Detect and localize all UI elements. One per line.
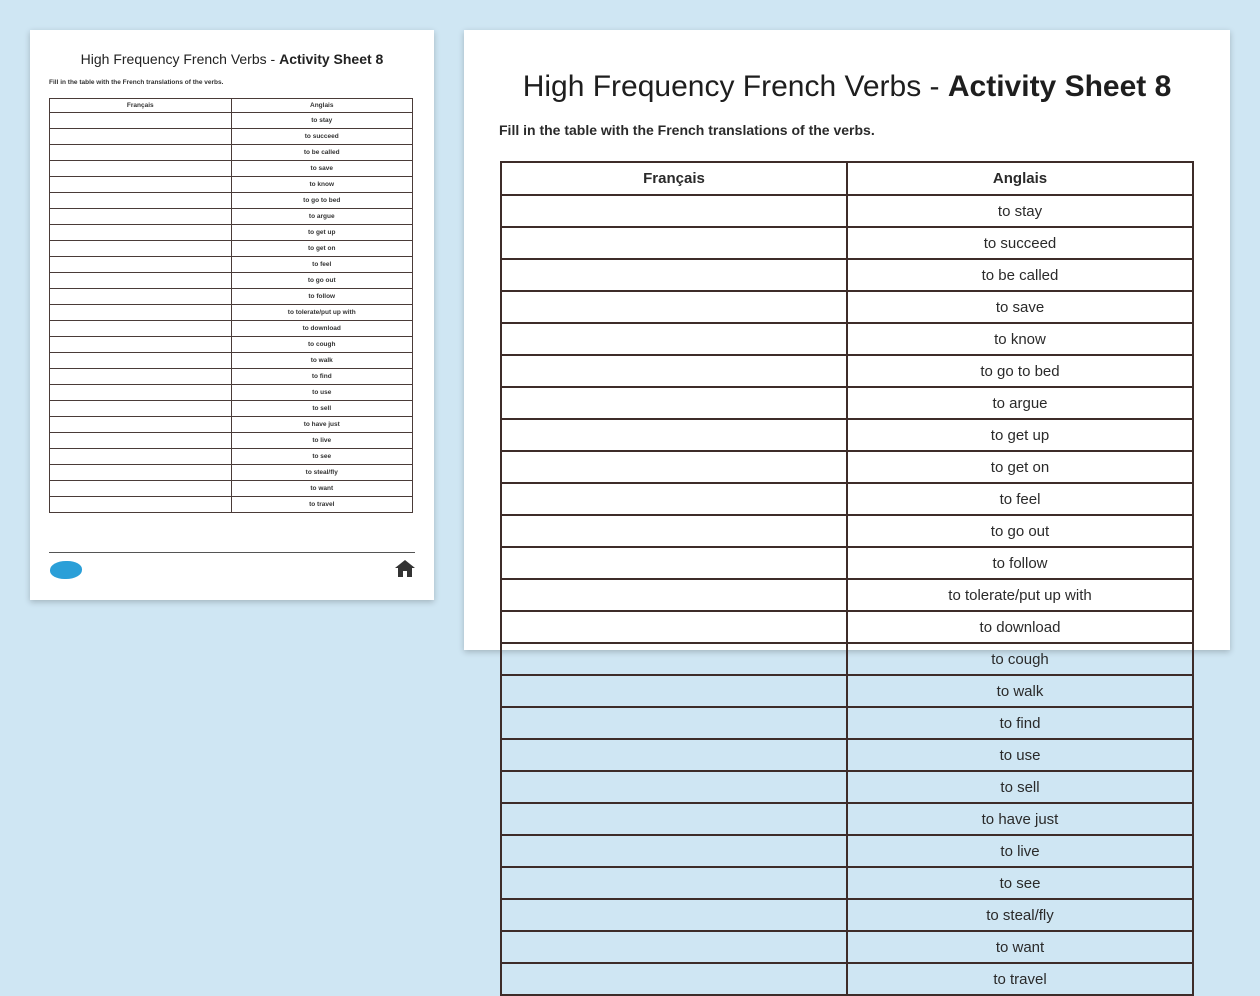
french-answer-cell[interactable]: [501, 259, 847, 291]
french-answer-cell[interactable]: [501, 931, 847, 963]
thumbnail-french-answer-cell[interactable]: [50, 241, 232, 257]
thumbnail-table-row: [50, 113, 413, 129]
thumbnail-table-header: [50, 99, 413, 113]
french-answer-cell[interactable]: [501, 899, 847, 931]
english-verb-cell: to be called: [847, 259, 1193, 291]
table-row: [501, 931, 1193, 963]
english-verb-cell: to go to bed: [847, 355, 1193, 387]
french-answer-cell[interactable]: [501, 227, 847, 259]
thumbnail-title-regular: High Frequency French Verbs -: [80, 51, 280, 67]
thumbnail-english-verb-cell: to be called: [231, 145, 413, 161]
thumbnail-table-row: [50, 161, 413, 177]
table-row: [501, 419, 1193, 451]
thumbnail-table-row: [50, 465, 413, 481]
table-row: [501, 579, 1193, 611]
table-row: [501, 259, 1193, 291]
french-answer-cell[interactable]: [501, 611, 847, 643]
english-verb-cell: to succeed: [847, 227, 1193, 259]
english-verb-cell: to walk: [847, 675, 1193, 707]
french-answer-cell[interactable]: [501, 579, 847, 611]
instructions-text: Fill in the table with the French translations of the verbs.: [499, 122, 875, 138]
table-row: [501, 867, 1193, 899]
thumbnail-french-answer-cell[interactable]: [50, 129, 232, 145]
thumbnail-english-verb-cell: to want: [231, 481, 413, 497]
page-title-regular: High Frequency French Verbs -: [522, 70, 948, 103]
thumbnail-sheet: [30, 30, 434, 600]
thumbnail-english-verb-cell: to feel: [231, 257, 413, 273]
thumbnail-french-answer-cell[interactable]: [50, 353, 232, 369]
thumbnail-french-answer-cell[interactable]: [50, 321, 232, 337]
thumbnail-table-row: [50, 353, 413, 369]
french-answer-cell[interactable]: [501, 195, 847, 227]
english-verb-cell: to see: [847, 867, 1193, 899]
thumbnail-table-row: [50, 145, 413, 161]
french-answer-cell[interactable]: [501, 355, 847, 387]
table-row: [501, 355, 1193, 387]
thumbnail-table-row: [50, 289, 413, 305]
english-verb-cell: to want: [847, 931, 1193, 963]
header-english: Anglais: [847, 162, 1193, 195]
thumbnail-french-answer-cell[interactable]: [50, 401, 232, 417]
page-title-bold: Activity Sheet 8: [947, 70, 1172, 103]
thumbnail-french-answer-cell[interactable]: [50, 417, 232, 433]
english-verb-cell: to feel: [847, 483, 1193, 515]
english-verb-cell: to travel: [847, 963, 1193, 995]
thumbnail-table-row: [50, 225, 413, 241]
thumbnail-french-answer-cell[interactable]: [50, 289, 232, 305]
table-row: [501, 707, 1193, 739]
english-verb-cell: to download: [847, 611, 1193, 643]
french-answer-cell[interactable]: [501, 771, 847, 803]
english-verb-cell: to follow: [847, 547, 1193, 579]
french-answer-cell[interactable]: [501, 323, 847, 355]
thumbnail-table-row: [50, 193, 413, 209]
thumbnail-french-answer-cell[interactable]: [50, 225, 232, 241]
thumbnail-english-verb-cell: to live: [231, 433, 413, 449]
thumbnail-instructions: Fill in the table with the French translations of the verbs.: [49, 79, 224, 86]
table-row: [501, 323, 1193, 355]
table-row: [501, 803, 1193, 835]
table-row: [501, 227, 1193, 259]
thumbnail-english-verb-cell: to steal/fly: [231, 465, 413, 481]
thumbnail-french-answer-cell[interactable]: [50, 193, 232, 209]
english-verb-cell: to have just: [847, 803, 1193, 835]
thumbnail-table-row: [50, 209, 413, 225]
thumbnail-english-verb-cell: to have just: [231, 417, 413, 433]
thumbnail-english-verb-cell: to use: [231, 385, 413, 401]
thumbnail-table-row: [50, 177, 413, 193]
french-answer-cell[interactable]: [501, 675, 847, 707]
thumbnail-table-row: [50, 337, 413, 353]
thumbnail-table-row: [50, 497, 413, 513]
english-verb-cell: to sell: [847, 771, 1193, 803]
thumbnail-verb-table: [49, 98, 413, 513]
thumbnail-french-answer-cell[interactable]: [50, 273, 232, 289]
french-answer-cell[interactable]: [501, 803, 847, 835]
table-row: [501, 675, 1193, 707]
thumbnail-french-answer-cell[interactable]: [50, 497, 232, 513]
french-answer-cell[interactable]: [501, 547, 847, 579]
thumbnail-table-row: [50, 321, 413, 337]
table-row: [501, 195, 1193, 227]
french-answer-cell[interactable]: [501, 867, 847, 899]
main-sheet: [464, 30, 1230, 988]
brand-logo-icon: [50, 561, 82, 579]
thumbnail-french-answer-cell[interactable]: [50, 369, 232, 385]
table-row: [501, 483, 1193, 515]
thumbnail-table-row: [50, 433, 413, 449]
french-answer-cell[interactable]: [501, 419, 847, 451]
thumbnail-english-verb-cell: to cough: [231, 337, 413, 353]
french-answer-cell[interactable]: [501, 291, 847, 323]
thumbnail-header-french: Français: [50, 99, 232, 113]
page-title: [464, 70, 1230, 104]
thumbnail-french-answer-cell[interactable]: [50, 337, 232, 353]
table-row: [501, 451, 1193, 483]
thumbnail-english-verb-cell: to argue: [231, 209, 413, 225]
french-answer-cell[interactable]: [501, 835, 847, 867]
table-row: [501, 963, 1193, 995]
table-row: [501, 515, 1193, 547]
table-row: [501, 547, 1193, 579]
thumbnail-french-answer-cell[interactable]: [50, 177, 232, 193]
english-verb-cell: to save: [847, 291, 1193, 323]
english-verb-cell: to cough: [847, 643, 1193, 675]
thumbnail-french-answer-cell[interactable]: [50, 465, 232, 481]
english-verb-cell: to tolerate/put up with: [847, 579, 1193, 611]
thumbnail-english-verb-cell: to go out: [231, 273, 413, 289]
thumbnail-table-row: [50, 481, 413, 497]
english-verb-cell: to know: [847, 323, 1193, 355]
thumbnail-french-answer-cell[interactable]: [50, 449, 232, 465]
thumbnail-table-row: [50, 417, 413, 433]
table-header: [501, 162, 1193, 195]
thumbnail-header-english: Anglais: [231, 99, 413, 113]
english-verb-cell: to live: [847, 835, 1193, 867]
french-answer-cell[interactable]: [501, 483, 847, 515]
english-verb-cell: to steal/fly: [847, 899, 1193, 931]
thumbnail-table-row: [50, 385, 413, 401]
thumbnail-english-verb-cell: to walk: [231, 353, 413, 369]
english-verb-cell: to get up: [847, 419, 1193, 451]
thumbnail-english-verb-cell: to tolerate/put up with: [231, 305, 413, 321]
french-answer-cell[interactable]: [501, 515, 847, 547]
thumbnail-english-verb-cell: to get up: [231, 225, 413, 241]
thumbnail-english-verb-cell: to stay: [231, 113, 413, 129]
thumbnail-title: [30, 51, 434, 67]
thumbnail-english-verb-cell: to get on: [231, 241, 413, 257]
french-answer-cell[interactable]: [501, 451, 847, 483]
thumbnail-french-answer-cell[interactable]: [50, 161, 232, 177]
table-row: [501, 739, 1193, 771]
french-answer-cell[interactable]: [501, 739, 847, 771]
thumbnail-english-verb-cell: to sell: [231, 401, 413, 417]
thumbnail-french-answer-cell[interactable]: [50, 257, 232, 273]
thumbnail-english-verb-cell: to download: [231, 321, 413, 337]
thumbnail-english-verb-cell: to see: [231, 449, 413, 465]
thumbnail-english-verb-cell: to know: [231, 177, 413, 193]
english-verb-cell: to argue: [847, 387, 1193, 419]
house-logo-icon: [394, 558, 416, 580]
english-verb-cell: to stay: [847, 195, 1193, 227]
thumbnail-english-verb-cell: to save: [231, 161, 413, 177]
thumbnail-title-bold: Activity Sheet 8: [279, 51, 384, 67]
table-row: [501, 835, 1193, 867]
thumbnail-french-answer-cell[interactable]: [50, 433, 232, 449]
thumbnail-english-verb-cell: to travel: [231, 497, 413, 513]
english-verb-cell: to find: [847, 707, 1193, 739]
thumbnail-english-verb-cell: to find: [231, 369, 413, 385]
thumbnail-french-answer-cell[interactable]: [50, 145, 232, 161]
verb-table: [500, 161, 1194, 996]
english-verb-cell: to get on: [847, 451, 1193, 483]
french-answer-cell[interactable]: [501, 963, 847, 995]
table-row: [501, 611, 1193, 643]
french-answer-cell[interactable]: [501, 707, 847, 739]
thumbnail-table-row: [50, 401, 413, 417]
thumbnail-french-answer-cell[interactable]: [50, 305, 232, 321]
french-answer-cell[interactable]: [501, 643, 847, 675]
thumbnail-table-row: [50, 241, 413, 257]
table-row: [501, 291, 1193, 323]
thumbnail-table-row: [50, 449, 413, 465]
thumbnail-footer-divider: [49, 552, 415, 553]
english-verb-cell: to go out: [847, 515, 1193, 547]
thumbnail-french-answer-cell[interactable]: [50, 113, 232, 129]
header-french: Français: [501, 162, 847, 195]
thumbnail-french-answer-cell[interactable]: [50, 209, 232, 225]
thumbnail-table-row: [50, 129, 413, 145]
thumbnail-french-answer-cell[interactable]: [50, 385, 232, 401]
thumbnail-english-verb-cell: to follow: [231, 289, 413, 305]
thumbnail-english-verb-cell: to go to bed: [231, 193, 413, 209]
table-row: [501, 771, 1193, 803]
french-answer-cell[interactable]: [501, 387, 847, 419]
thumbnail-english-verb-cell: to succeed: [231, 129, 413, 145]
english-verb-cell: to use: [847, 739, 1193, 771]
table-row: [501, 387, 1193, 419]
thumbnail-table-row: [50, 273, 413, 289]
thumbnail-table-row: [50, 305, 413, 321]
thumbnail-table-row: [50, 257, 413, 273]
thumbnail-french-answer-cell[interactable]: [50, 481, 232, 497]
table-row: [501, 643, 1193, 675]
thumbnail-table-row: [50, 369, 413, 385]
table-row: [501, 899, 1193, 931]
